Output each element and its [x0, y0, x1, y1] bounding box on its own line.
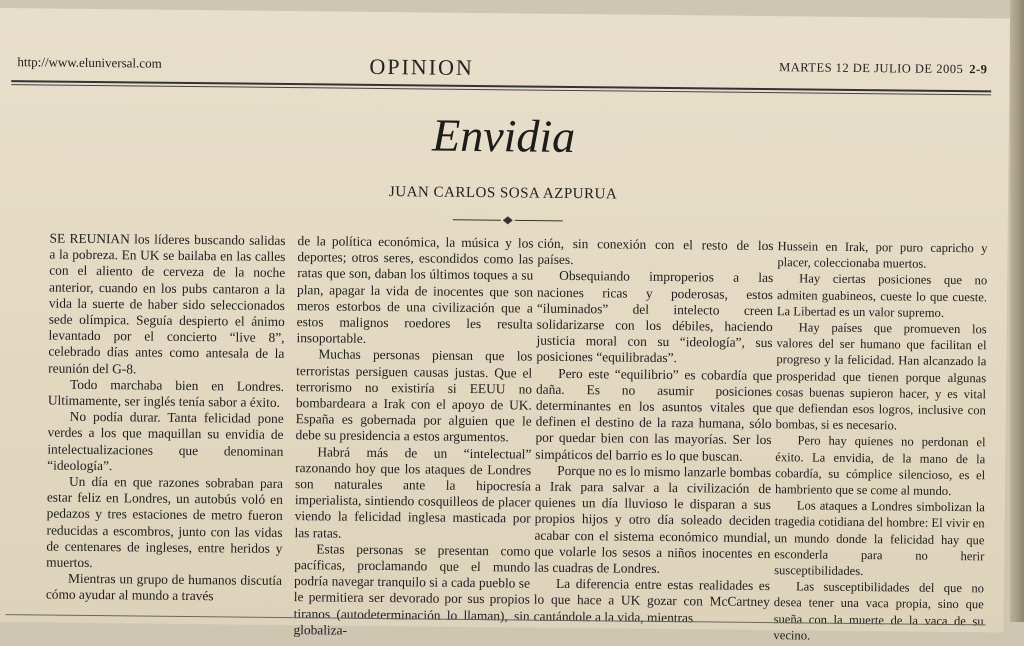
ornament-divider: [453, 215, 563, 226]
paragraph: Hay ciertas posiciones que no admiten guabineos, cueste lo que cueste. La Libertad es un valor supremo.: [776, 271, 988, 320]
paragraph: Obsequiando improperios a las naciones ricas y poderosas, estos “iluminados” del intelecto creen solidarizarse con los débiles, haciendo justicia moral con su “ideología”, sus posiciones “equilibradas”.: [536, 268, 774, 366]
paragraph: Todo marchaba bien en Londres. Ultimamente, ser inglés tenía sabor a éxito.: [47, 376, 285, 410]
paragraph: Habrá más de un “intelectual” razonando hoy que los ataques de Londres son naturales ante la hipocresía imperialista, sintiendo cosquilleos de placer viendo la felicidad inglesa masticada por las ratas.: [294, 443, 532, 541]
paragraph: Pero hay quienes no perdonan el éxito. La envidia, de la mano de la cobardía, su cómplice silencioso, es el hambriento que se come al mundo.: [774, 433, 986, 499]
section-title: OPINION: [369, 53, 474, 80]
paragraph: ción, sin conexión con el resto de los países.: [537, 235, 774, 268]
column-3: [534, 236, 774, 627]
page-number: 2-9: [969, 62, 988, 77]
paragraph: Mientras un grupo de humanos discutía cómo ayudar al mundo a través: [45, 571, 283, 604]
newspaper-page: [0, 8, 1010, 643]
paragraph: Un día en que razones sobraban para estar feliz en Londres, un autobús voló en pedazos y tres estaciones de metro fueron reducidas a escombros, junto con las vidas de centenares de ingleses, entre heridos y muertos.: [46, 473, 284, 571]
paragraph: Los ataques a Londres simbolizan la tragedia cotidiana del hombre: El vivir en un mundo donde la felicidad hay que esconderla para no herir susceptibilidades.: [774, 498, 985, 579]
paragraph: La diferencia entre estas realidades es lo que hace a UK gozar con McCartney cantándole a la vida, mientras: [533, 576, 771, 625]
paragraph: Pero este “equilibrio” es cobardía que daña. Es no asumir posiciones determinantes en los asuntos vitales que definen el destino de la raza humana, sólo por quedar bien con las mayorías. Ser los simpáticos del barrio es lo que buscan.: [535, 365, 773, 464]
paragraph: Estas personas se presentan como pacíficas, proclamando que el mundo podría navegar tranquilo si a cada pueblo se le permitiera ser devorado por sus propios tiranos (autodeterminación lo llaman), sin globaliza-: [293, 541, 531, 638]
paragraph: Porque no es lo mismo lanzarle bombas a Irak para salvar a la civilización de quienes un día lluvioso le disparan a sus propios hijos y otro día soleado deciden acabar con el sistema económico mundial, que volarle los sesos a niños inocentes en las cuadras de Londres.: [534, 462, 772, 577]
column-1: [46, 231, 286, 606]
page-edge: [1010, 0, 1024, 622]
paragraph: SE REUNIAN los líderes buscando salidas a la pobreza. En UK se bailaba en las calles con el aliento de cerveza de la noche anterior, cuando en los pubs cantaron a la vida la suerte de haber sido seleccionados sede olímpica. Seguía despierto el ánimo levantado por el concierto “live 8”, celebrado días antes como antesala de la reunión del G-8.: [48, 230, 286, 377]
header-date: [779, 60, 987, 77]
paragraph: de la política económica, la música y los deportes; otros seres, escondidos como las ratas que son, daban los últimos toques a su plan, apagar la vida de inocentes que son meros estorbos de una civilización que a estos malignos roedores les resulta insoportable.: [296, 233, 534, 347]
article-author: JUAN CARLOS SOSA AZPURUA: [388, 184, 618, 203]
date-text: MARTES 12 DE JULIO DE 2005: [779, 60, 964, 77]
paragraph: No podía durar. Tanta felicidad pone verdes a los que maquillan su envidia de intelectualizaciones que denominan “ideología”.: [47, 408, 284, 474]
paragraph: Hay países que promueven los valores del ser humano que facilitan el progreso y la felicidad. Han alcanzado la prosperidad que tienen porque algunas cosas buenas supieron hacer, y es vital que defiendan esos logros, inclusive con bombas, si es necesario.: [775, 320, 987, 433]
article-title: Envidia: [431, 109, 576, 163]
paragraph: Muchas personas piensan que los terroristas persiguen causas justas. Que el terrorismo no existiría si EEUU no bombardeara a Irak con el apoyo de UK. España es gobernada por alguien que le debe su presidencia a estos argumentos.: [295, 346, 533, 445]
header-url: http://www.eluniversal.com: [17, 54, 162, 71]
paragraph: Las susceptibilidades del que no desea tener una vaca propia, sino que sueña con la muerte de la vaca de su vecino.: [773, 579, 985, 643]
column-2: [293, 233, 533, 641]
paragraph: Hussein en Irak, por puro capricho y placer, coleccionaba muertos.: [777, 239, 988, 271]
column-4: [773, 238, 987, 645]
